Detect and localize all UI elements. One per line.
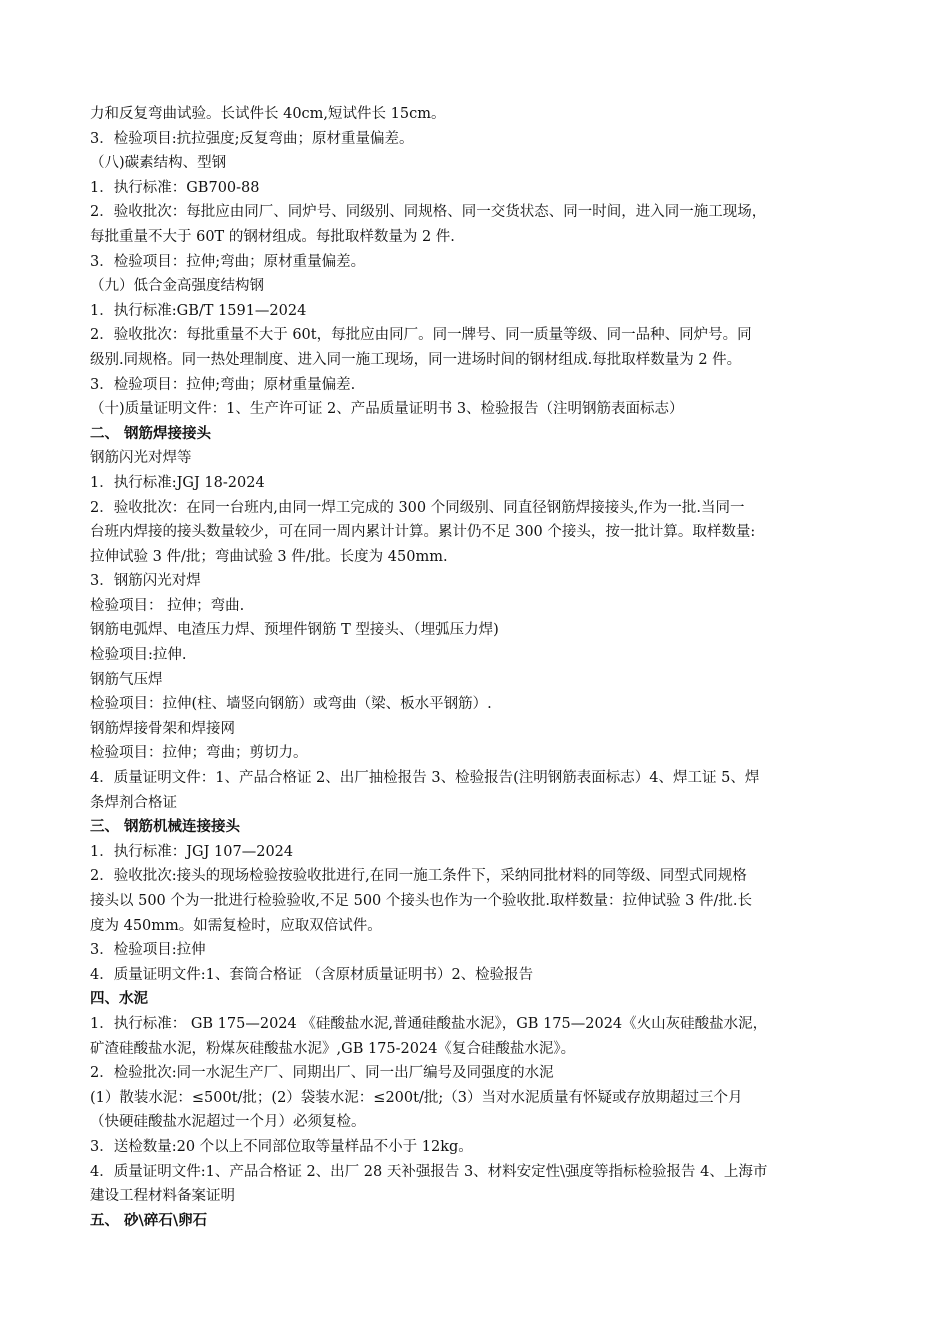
text-line: 2．验收批次：每批应由同厂、同炉号、同级别、同规格、同一交货状态、同一时间，进入同一施工现场， — [90, 204, 767, 221]
text-line: 2．验收批次：在同一台班内,由同一焊工完成的 300 个同级别、同直径钢筋焊接接头,作为一批.当同一 — [90, 499, 745, 516]
text-line: 4．质量证明文件:1、产品合格证 2、出厂 28 天补强报告 3、材料安定性\强度等指标检验报告 4、上海市 — [90, 1163, 768, 1180]
text-line: 4．质量证明文件：1、产品合格证 2、出厂抽检报告 3、检验报告(注明钢筋表面标志）4、焊工证 5、焊 — [90, 770, 760, 787]
text-line: （快硬硅酸盐水泥超过一个月）必须复检。 — [90, 1114, 366, 1131]
text-line: 1．执行标准：GB700-88 — [90, 179, 260, 196]
text-line: 3．钢筋闪光对焊 — [90, 573, 201, 590]
text-line: 拉伸试验 3 件/批；弯曲试验 3 件/批。长度为 450mm. — [90, 548, 448, 565]
text-line: 级别.同规格。同一热处理制度、进入同一施工现场，同一进场时间的钢材组成.每批取样数量为 2 件。 — [90, 351, 742, 368]
text-line: 每批重量不大于 60T 的钢材组成。每批取样数量为 2 件. — [90, 228, 455, 245]
text-line: 钢筋气压焊 — [90, 671, 163, 688]
text-line: 1．执行标准：JGJ 107—2024 — [90, 843, 294, 860]
text-line: （八)碳素结构、型钢 — [90, 155, 227, 172]
text-line: 2．验收批次：每批重量不大于 60t，每批应由同厂。同一牌号、同一质量等级、同一品种、同炉号。同 — [90, 327, 752, 344]
text-line: 钢筋闪光对焊等 — [90, 450, 192, 467]
text-line: 4．质量证明文件:1、套筒合格证 （含原材质量证明书）2、检验报告 — [90, 966, 534, 983]
text-line: 1．执行标准:JGJ 18-2024 — [90, 474, 265, 491]
section-heading: 五、 砂\碎石\卵石 — [90, 1212, 208, 1229]
text-line: 建设工程材料备案证明 — [90, 1188, 235, 1205]
text-line: 力和反复弯曲试验。长试件长 40cm,短试件长 15cm。 — [90, 106, 446, 122]
text-line: 3．送检数量:20 个以上不同部位取等量样品不小于 12kg。 — [90, 1138, 473, 1155]
text-line: 检验项目：拉伸(柱、墙竖向钢筋）或弯曲（梁、板水平钢筋）. — [90, 696, 492, 713]
text-line: 钢筋电弧焊、电渣压力焊、预埋件钢筋 T 型接头、（埋弧压力焊) — [90, 622, 499, 639]
text-line: 检验项目：拉伸；弯曲；剪切力。 — [90, 745, 308, 762]
text-line: 2．检验批次:同一水泥生产厂、同期出厂、同一出厂编号及同强度的水泥 — [90, 1065, 554, 1082]
text-line: 1．执行标准： GB 175—2024 《硅酸盐水泥,普通硅酸盐水泥》，GB 175—2024《火山灰硅酸盐水泥， — [90, 1015, 768, 1032]
text-line: (1）散装水泥：≤500t/批；(2）袋装水泥：≤200t/批;（3）当对水泥质量有怀疑或存放期超过三个月 — [90, 1089, 743, 1106]
text-line: （九）低合金高强度结构钢 — [90, 278, 264, 295]
text-line: 3．检验项目：拉伸;弯曲；原材重量偏差。 — [90, 253, 366, 270]
text-line: 3．检验项目：拉伸;弯曲；原材重量偏差. — [90, 376, 356, 393]
text-line: 台班内焊接的接头数量较少，可在同一周内累计计算。累计仍不足 300 个接头，按一批计算。取样数量: — [90, 524, 756, 541]
document-page — [90, 102, 866, 1233]
text-line: 度为 450mm。如需复检时，应取双倍试件。 — [90, 917, 382, 934]
text-line: 1．执行标准:GB/T 1591—2024 — [90, 302, 307, 319]
text-line: 3．检验项目:拉伸 — [90, 942, 206, 959]
text-line: 3．检验项目:抗拉强度;反复弯曲；原材重量偏差。 — [90, 130, 414, 147]
text-line: 钢筋焊接骨架和焊接网 — [90, 720, 235, 737]
text-line: 条焊剂合格证 — [90, 794, 177, 811]
text-line: 检验项目： 拉伸；弯曲. — [90, 597, 245, 614]
text-line: 接头以 500 个为一批进行检验验收,不足 500 个接头也作为一个验收批.取样数量：拉伸试验 3 件/批.长 — [90, 893, 752, 909]
section-heading: 三、 钢筋机械连接接头 — [90, 819, 241, 836]
text-line: 矿渣硅酸盐水泥，粉煤灰硅酸盐水泥》,GB 175-2024《复合硅酸盐水泥》。 — [90, 1040, 576, 1057]
text-line: 2．验收批次:接头的现场检验按验收批进行,在同一施工条件下，采纳同批材料的同等级、同型式同规格 — [90, 868, 747, 885]
section-heading: 二、 钢筋焊接接头 — [90, 425, 212, 442]
text-line: （十)质量证明文件：1、生产许可证 2、产品质量证明书 3、检验报告（注明钢筋表面标志） — [90, 401, 684, 418]
section-heading: 四、水泥 — [90, 991, 148, 1008]
text-line: 检验项目:拉伸. — [90, 647, 187, 664]
